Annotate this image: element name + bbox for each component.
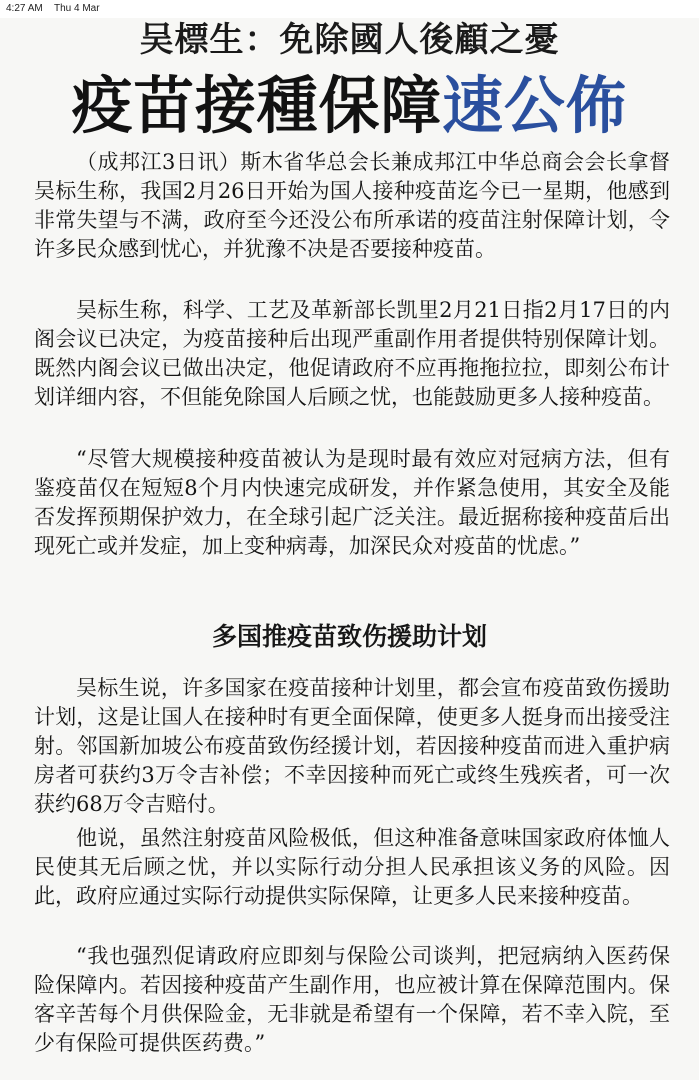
article-paragraph: “尽管大规模接种疫苗被认为是现时最有效应对冠病方法，但有鉴疫苗仅在短短8个月内快速完成研发，并作紧急使用，其安全及能否发挥预期保护效力，在全球引起广泛关注。最近据称接种疫苗后出现死亡或并发症，加上变种病毒，加深民众对疫苗的忧虑。”	[34, 447, 670, 558]
status-time: 4:27 AM	[6, 3, 43, 14]
article-paragraph: 他说，虽然注射疫苗风险极低，但这种准备意味国家政府体恤人民使其无后顾之忧，并以实际行动分担人民承担该义务的风险。因此，政府应通过实际行动提供实际保障，让更多人民来接种疫苗。	[34, 826, 670, 908]
status-date: Thu 4 Mar	[54, 3, 100, 14]
article-paragraph: （成邦江3日讯）斯木省华总会长兼成邦江中华总商会会长拿督吴标生称，我国2月26日开始为国人接种疫苗迄今已一星期，他感到非常失望与不满，政府至今还没公布所承诺的疫苗注射保障计划，令许多民众感到忧心，并犹豫不决是否要接种疫苗。	[34, 150, 670, 261]
article-headline	[7, 68, 692, 144]
article-paragraph: 吴标生称，科学、工艺及革新部长凯里2月21日指2月17日的内阁会议已决定，为疫苗接种后出现严重副作用者提供特别保障计划。既然内阁会议已做出决定，他促请政府不应再拖拖拉拉，即刻公布计划详细内容，不但能免除国人后顾之忧，也能鼓励更多人接种疫苗。	[34, 298, 670, 409]
headline-black-part: 疫苗接種保障	[71, 69, 443, 142]
article-kicker: 吴標生：免除國人後顧之憂	[139, 20, 560, 60]
status-bar	[0, 0, 699, 18]
article-paragraph: “我也强烈促请政府应即刻与保险公司谈判，把冠病纳入医药保险保障内。若因接种疫苗产生副作用，也应被计算在保障范围内。保客辛苦每个月供保险金，无非就是希望有一个保障，若不幸入院，至少有保险可提供医药费。”	[34, 944, 670, 1055]
article-subheading: 多国推疫苗致伤援助计划	[211, 622, 487, 651]
article-paragraph: 吴标生说，许多国家在疫苗接种计划里，都会宣布疫苗致伤援助计划，这是让国人在接种时有更全面保障，使更多人挺身而出接受注射。邻国新加坡公布疫苗致伤经援计划，若因接种疫苗而进入重护病房者可获约3万令吉补偿；不幸因接种而死亡或终生残疾者，可一次获约68万令吉赔付。	[34, 676, 670, 816]
headline-blue-part: 速公佈	[442, 69, 628, 142]
newspaper-article	[0, 18, 699, 1080]
